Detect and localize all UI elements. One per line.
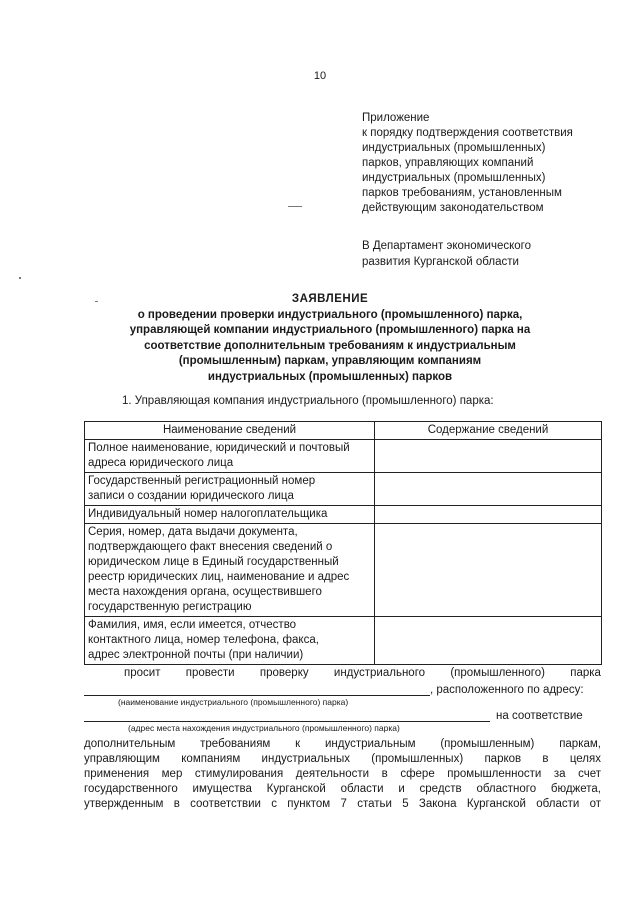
paragraph-line: применения мер стимулирования деятельности в сфере промышленности за счет	[84, 768, 601, 780]
park-name-row	[84, 682, 601, 696]
scan-mark	[288, 206, 302, 207]
request-word: индустриального	[333, 667, 426, 679]
column-header-name: Наименование сведений	[85, 422, 375, 440]
scan-mark	[95, 301, 98, 302]
appendix-line: парков требованиям, установленным	[362, 187, 562, 199]
field-label-line: реестр юридических лиц, наименование и адрес	[88, 571, 350, 583]
field-label-line: адрес электронной почты (при наличии)	[88, 649, 304, 661]
field-label-line: записи о создании юридического лица	[88, 490, 294, 502]
park-address-row	[84, 708, 601, 722]
request-word: (промышленного)	[450, 667, 545, 679]
title-line: о проведении проверки индустриального (промышленного) парка,	[137, 308, 523, 321]
field-value-cell[interactable]	[375, 440, 602, 473]
paragraph-line: управляющим компаниям индустриальных (промышленных) парков в целях	[84, 753, 601, 765]
field-value-cell[interactable]	[375, 473, 602, 506]
field-label-line: государственную регистрацию	[88, 601, 252, 613]
field-label	[85, 473, 375, 506]
table-header-row	[85, 422, 602, 440]
park-address-field[interactable]	[84, 708, 490, 722]
scan-mark	[19, 277, 21, 279]
field-value-cell[interactable]	[375, 617, 602, 665]
paragraph-line: государственного имущества Курганской области и средств областного бюджета,	[84, 783, 601, 795]
field-label-line: контактного лица, номер телефона, факса,	[88, 634, 319, 646]
title-line: индустриальных (промышленных) парков	[207, 370, 453, 383]
table-row	[85, 524, 602, 617]
field-label-line: адреса юридического лица	[88, 457, 234, 469]
field-label	[85, 524, 375, 617]
located-suffix: , расположенного по адресу:	[430, 684, 584, 696]
field-value-cell[interactable]	[375, 506, 602, 524]
field-label-line: Индивидуальный номер налогоплательщика	[88, 508, 328, 520]
table-row	[85, 506, 602, 524]
field-label	[85, 440, 375, 473]
requirements-paragraph	[84, 737, 601, 812]
request-word: проверку	[259, 667, 309, 679]
title-line: соответствие дополнительным требованиям к индустриальным	[144, 339, 516, 352]
appendix-line: парков, управляющих компаний	[362, 157, 534, 169]
section-1-heading: 1. Управляющая компания индустриального (промышленного) парка:	[122, 395, 494, 407]
table-row	[85, 617, 602, 665]
field-label	[85, 617, 375, 665]
recipient-line: развития Курганской области	[362, 256, 519, 268]
appendix-line: к порядку подтверждения соответствия	[362, 127, 573, 139]
park-name-field[interactable]	[84, 682, 430, 696]
paragraph-line: дополнительным требованиям к индустриальным (промышленным) паркам,	[84, 738, 601, 750]
document-title	[100, 292, 560, 385]
field-label-line: Фамилия, имя, если имеется, отчество	[88, 619, 297, 631]
request-line	[84, 667, 601, 679]
park-name-caption: (наименование индустриального (промышленного) парка)	[118, 697, 349, 707]
appendix-line: действующим законодательством	[362, 202, 544, 214]
page-number: 10	[313, 70, 327, 82]
title-line: управляющей компании индустриального (промышленного) парка на	[129, 324, 531, 336]
appendix-line: Приложение	[362, 112, 430, 124]
request-word: просит	[124, 667, 161, 679]
field-label-line: Серия, номер, дата выдачи документа,	[88, 526, 298, 538]
request-word: провести	[185, 667, 235, 679]
appendix-line: индустриальных (промышленных)	[362, 172, 546, 184]
field-label-line: Государственный регистрационный номер	[88, 475, 316, 487]
title-line: (промышленным) паркам, управляющим компаниям	[178, 355, 482, 367]
recipient-line: В Департамент экономического	[362, 240, 531, 252]
compliance-suffix: на соответствие	[496, 710, 583, 722]
appendix-note	[362, 111, 632, 216]
column-header-content: Содержание сведений	[375, 422, 602, 440]
table-row	[85, 440, 602, 473]
field-label-line: Полное наименование, юридический и почтовый	[88, 442, 350, 454]
field-label	[85, 506, 375, 524]
field-label-line: юридическом лице в Единый государственный	[88, 556, 339, 568]
field-label-line: подтверждающего факт внесения сведений о	[88, 541, 333, 553]
park-address-caption: (адрес места нахождения индустриального (промышленного) парка)	[128, 723, 400, 733]
recipient-block	[362, 238, 632, 270]
company-info-table	[84, 421, 602, 665]
field-value-cell[interactable]	[375, 524, 602, 617]
paragraph-line: утвержденным в соответствии с пунктом 7 статьи 5 Закона Курганской области от	[84, 798, 601, 810]
title-main: ЗАЯВЛЕНИЕ	[291, 293, 369, 305]
table-row	[85, 473, 602, 506]
request-word: парка	[570, 667, 601, 679]
field-label-line: места нахождения органа, осуществившего	[88, 586, 322, 598]
appendix-line: индустриальных (промышленных)	[362, 142, 546, 154]
